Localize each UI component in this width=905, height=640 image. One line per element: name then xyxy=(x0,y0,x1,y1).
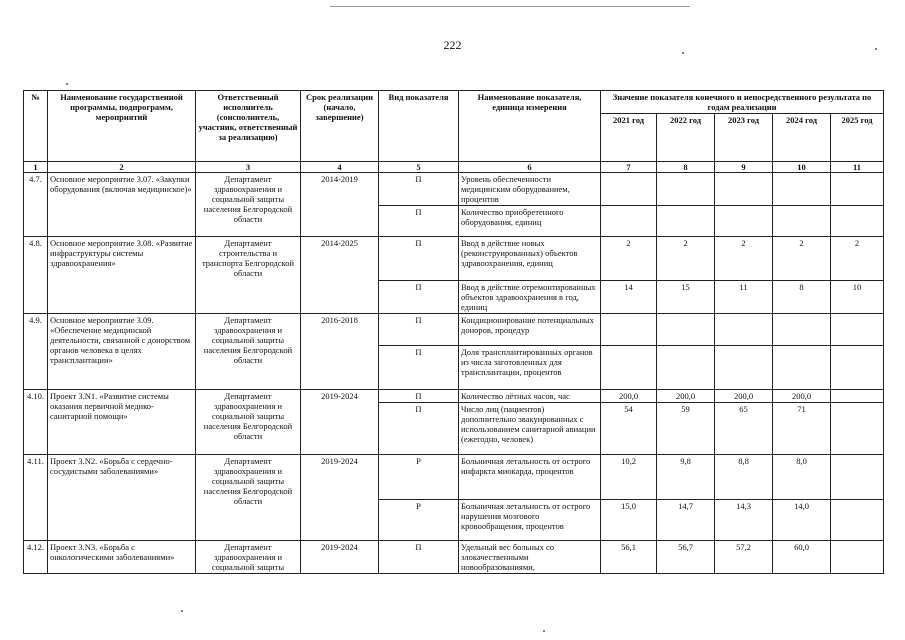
indicator-name: Уровень обеспеченности медицинским оборудованием, процентов xyxy=(459,173,601,206)
column-number: 9 xyxy=(715,162,773,173)
value-cell xyxy=(831,346,884,390)
column-number: 6 xyxy=(459,162,601,173)
indicator-name: Кондиционирование потенциальных доноров, процедур xyxy=(459,314,601,346)
value-cell xyxy=(831,390,884,403)
indicator-name: Ввод в действие новых (реконструированных) объектов здравоохранения, единиц xyxy=(459,237,601,281)
value-cell xyxy=(715,346,773,390)
row-number: 4.8. xyxy=(24,237,48,314)
value-cell xyxy=(773,346,831,390)
implementation-term: 2014-2025 xyxy=(301,237,379,314)
value-cell: 65 xyxy=(715,403,773,455)
value-cell: 11 xyxy=(715,281,773,314)
value-cell: 14,3 xyxy=(715,500,773,541)
indicator-name: Ввод в действие отремонтированных объектов здравоохранения в год, единиц xyxy=(459,281,601,314)
value-cell xyxy=(601,346,657,390)
indicator-name: Больничная летальность от острого нарушения мозгового кровообращения, процентов xyxy=(459,500,601,541)
column-number: 3 xyxy=(196,162,301,173)
value-cell xyxy=(831,455,884,500)
responsible-executor: Департамент здравоохранения и социальной защиты населения Белгородской области xyxy=(196,390,301,455)
value-cell: 54 xyxy=(601,403,657,455)
value-cell xyxy=(831,314,884,346)
value-cell: 10,2 xyxy=(601,455,657,500)
indicator-kind: П xyxy=(379,346,459,390)
indicator-kind: П xyxy=(379,206,459,237)
value-cell: 2 xyxy=(773,237,831,281)
value-cell: 2 xyxy=(657,237,715,281)
table-header xyxy=(24,91,884,173)
value-cell xyxy=(831,403,884,455)
value-cell xyxy=(831,500,884,541)
value-cell xyxy=(715,206,773,237)
scan-speck xyxy=(682,52,684,54)
indicator-name: Количество лётных часов, час xyxy=(459,390,601,403)
indicator-name: Количество приобретенного оборудования, единиц xyxy=(459,206,601,237)
value-cell: 59 xyxy=(657,403,715,455)
value-cell xyxy=(601,173,657,206)
program-table xyxy=(23,90,884,574)
responsible-executor: Департамент здравоохранения и социальной защиты xyxy=(196,541,301,574)
value-cell: 15 xyxy=(657,281,715,314)
value-cell: 8,0 xyxy=(773,455,831,500)
indicator-kind: П xyxy=(379,314,459,346)
column-number: 8 xyxy=(657,162,715,173)
value-cell: 200,0 xyxy=(601,390,657,403)
value-cell: 10 xyxy=(831,281,884,314)
value-cell xyxy=(715,173,773,206)
value-cell: 8 xyxy=(773,281,831,314)
column-number: 4 xyxy=(301,162,379,173)
row-number: 4.9. xyxy=(24,314,48,390)
responsible-executor: Департамент строительства и транспорта Белгородской области xyxy=(196,237,301,314)
header-year: 2024 год xyxy=(773,114,831,162)
column-number: 11 xyxy=(831,162,884,173)
value-cell xyxy=(831,206,884,237)
column-number: 7 xyxy=(601,162,657,173)
implementation-term: 2019-2024 xyxy=(301,390,379,455)
implementation-term: 2014-2019 xyxy=(301,173,379,237)
value-cell: 56,1 xyxy=(601,541,657,574)
value-cell xyxy=(657,314,715,346)
value-cell xyxy=(657,346,715,390)
indicator-kind: П xyxy=(379,403,459,455)
scan-speck xyxy=(875,48,877,50)
value-cell xyxy=(657,206,715,237)
column-number: 2 xyxy=(48,162,196,173)
header-indicator-name: Наименование показателя, единица измерения xyxy=(459,91,601,162)
indicator-name: Больничная летальность от острого инфаркта миокарда, процентов xyxy=(459,455,601,500)
header-year: 2021 год xyxy=(601,114,657,162)
table-row xyxy=(24,237,884,281)
scan-top-line xyxy=(330,6,690,7)
value-cell: 8,8 xyxy=(715,455,773,500)
scan-speck xyxy=(66,83,68,85)
indicator-name: Число лиц (пациентов) дополнительно эвакуированных с использованием санитарной авиации (ежегодно, человек) xyxy=(459,403,601,455)
value-cell: 14,7 xyxy=(657,500,715,541)
header-year: 2022 год xyxy=(657,114,715,162)
indicator-name: Доля трансплантированных органов из числа заготовленных для трансплантации, процентов xyxy=(459,346,601,390)
row-number: 4.11. xyxy=(24,455,48,541)
measure-name: Основное мероприятие 3.08. «Развитие инфраструктуры системы здравоохранения» xyxy=(48,237,196,314)
indicator-kind: П xyxy=(379,390,459,403)
row-number: 4.12. xyxy=(24,541,48,574)
scan-speck xyxy=(181,610,183,612)
value-cell xyxy=(773,314,831,346)
implementation-term: 2019-2024 xyxy=(301,455,379,541)
header-no: № xyxy=(24,91,48,162)
value-cell xyxy=(601,206,657,237)
value-cell: 14 xyxy=(601,281,657,314)
header-year: 2023 год xyxy=(715,114,773,162)
column-number: 1 xyxy=(24,162,48,173)
value-cell: 71 xyxy=(773,403,831,455)
value-cell: 60,0 xyxy=(773,541,831,574)
implementation-term: 2019-2024 xyxy=(301,541,379,574)
value-cell: 2 xyxy=(831,237,884,281)
value-cell: 2 xyxy=(601,237,657,281)
indicator-kind: Р xyxy=(379,500,459,541)
responsible-executor: Департамент здравоохранения и социальной защиты населения Белгородской области xyxy=(196,314,301,390)
value-cell xyxy=(657,173,715,206)
value-cell xyxy=(601,314,657,346)
value-cell xyxy=(773,173,831,206)
header-values: Значение показателя конечного и непосредственного результата по годам реализации xyxy=(601,91,884,114)
header-name: Наименование государственной программы, подпрограмм, мероприятий xyxy=(48,91,196,162)
responsible-executor: Департамент здравоохранения и социальной защиты населения Белгородской области xyxy=(196,173,301,237)
indicator-kind: Р xyxy=(379,455,459,500)
row-number: 4.7. xyxy=(24,173,48,237)
indicator-kind: П xyxy=(379,237,459,281)
value-cell: 14,0 xyxy=(773,500,831,541)
value-cell xyxy=(773,206,831,237)
value-cell: 200,0 xyxy=(657,390,715,403)
measure-name: Проект 3.N2. «Борьба с сердечно-сосудистыми заболеваниями» xyxy=(48,455,196,541)
table-row xyxy=(24,390,884,403)
row-number: 4.10. xyxy=(24,390,48,455)
column-number: 5 xyxy=(379,162,459,173)
page-number: 222 xyxy=(443,38,462,52)
value-cell: 57,2 xyxy=(715,541,773,574)
measure-name: Проект 3.N3. «Борьба с онкологическими заболеваниями» xyxy=(48,541,196,574)
measure-name: Основное мероприятие 3.09. «Обеспечение медицинской деятельности, связанной с донорством органов человека в целях трансплантации» xyxy=(48,314,196,390)
table-row xyxy=(24,173,884,206)
column-number-row xyxy=(24,162,884,173)
table-body xyxy=(24,173,884,574)
responsible-executor: Департамент здравоохранения и социальной защиты населения Белгородской области xyxy=(196,455,301,541)
table-row xyxy=(24,314,884,346)
indicator-name: Удельный вес больных со злокачественными новообразованиями, xyxy=(459,541,601,574)
measure-name: Проект 3.N1. «Развитие системы оказания первичной медико-санитарной помощи» xyxy=(48,390,196,455)
value-cell: 15,0 xyxy=(601,500,657,541)
measure-name: Основное мероприятие 3.07. «Закупки оборудования (включая медицинское)» xyxy=(48,173,196,237)
value-cell xyxy=(715,314,773,346)
header-year: 2025 год xyxy=(831,114,884,162)
header-indicator-kind: Вид показателя xyxy=(379,91,459,162)
value-cell xyxy=(831,173,884,206)
table-row xyxy=(24,455,884,500)
column-number: 10 xyxy=(773,162,831,173)
value-cell xyxy=(831,541,884,574)
value-cell: 9,8 xyxy=(657,455,715,500)
value-cell: 56,7 xyxy=(657,541,715,574)
header-term: Срок реализации (начало, завершение) xyxy=(301,91,379,162)
value-cell: 2 xyxy=(715,237,773,281)
indicator-kind: П xyxy=(379,541,459,574)
scan-speck xyxy=(543,630,545,632)
implementation-term: 2016-2018 xyxy=(301,314,379,390)
indicator-kind: П xyxy=(379,281,459,314)
header-responsible: Ответственный исполнитель (соисполнитель, участник, ответственный за реализацию) xyxy=(196,91,301,162)
value-cell: 200,0 xyxy=(715,390,773,403)
table-row xyxy=(24,541,884,574)
value-cell: 200,0 xyxy=(773,390,831,403)
indicator-kind: П xyxy=(379,173,459,206)
